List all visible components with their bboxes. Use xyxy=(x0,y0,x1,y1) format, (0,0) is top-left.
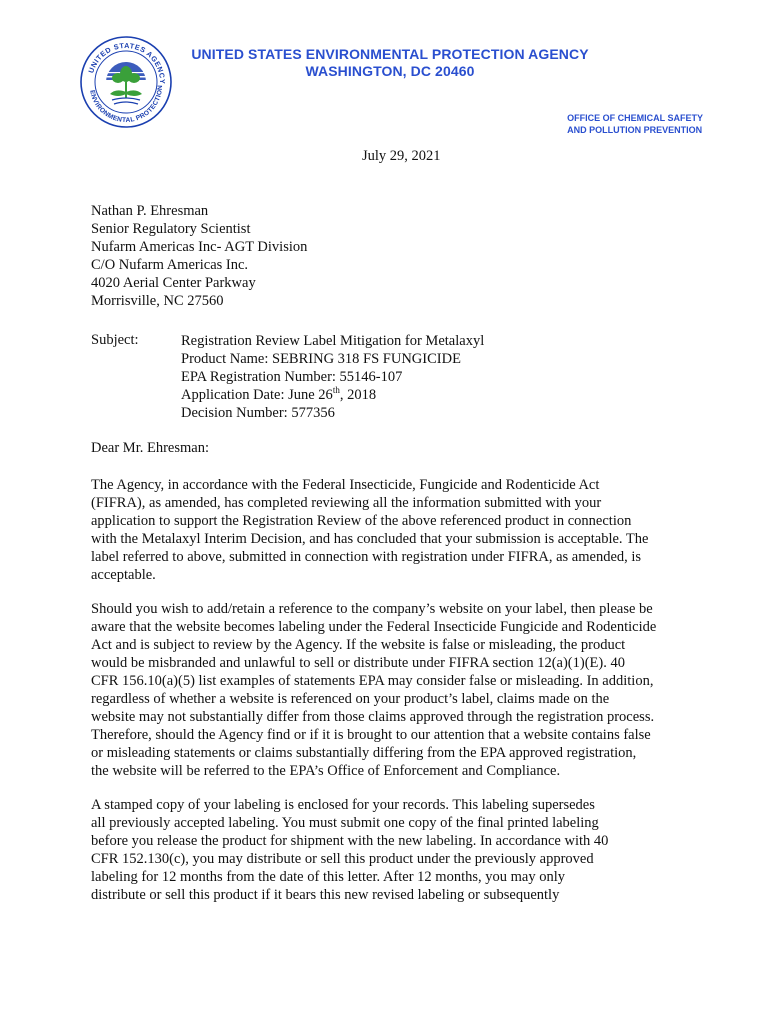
paragraph-line: before you release the product for shipment with the new labeling. In accordance with 40 xyxy=(91,833,609,849)
seal-text-top: UNITED STATES xyxy=(86,40,148,75)
paragraph-1 xyxy=(91,476,687,584)
paragraph-line: Should you wish to add/retain a reference to the company’s website on your label, then please be xyxy=(91,601,653,617)
address-line: Nufarm Americas Inc- AGT Division xyxy=(91,239,308,255)
application-date-text: Application Date: June 26 xyxy=(181,387,333,403)
address-line: Nathan P. Ehresman xyxy=(91,203,209,219)
seal-text-right: AGENCY xyxy=(144,49,168,85)
paragraph-line: application to support the Registration Review of the above referenced product in connection xyxy=(91,513,632,529)
paragraph-line: would be misbranded and unlawful to sell or distribute under FIFRA section 12(a)(1)(E). 40 xyxy=(91,655,625,671)
subject-line-application-date xyxy=(181,386,484,404)
subject-line: Decision Number: 577356 xyxy=(181,405,335,421)
paragraph-line: aware that the website becomes labeling under the Federal Insecticide Fungicide and Rodenticide xyxy=(91,619,657,635)
paragraph-line: regardless of whether a website is referenced on your product’s label, claims made on the xyxy=(91,691,610,707)
office-header xyxy=(567,112,703,136)
application-date-suffix: th xyxy=(332,385,340,396)
application-date-year: , 2018 xyxy=(339,387,377,403)
paragraph-line: Therefore, should the Agency find or if it is brought to our attention that a website contains false xyxy=(91,727,651,743)
address-line: Senior Regulatory Scientist xyxy=(91,221,251,237)
paragraph-3 xyxy=(91,796,687,904)
address-line: C/O Nufarm Americas Inc. xyxy=(91,257,249,273)
paragraph-line: distribute or sell this product if it bears this new revised labeling or subsequently xyxy=(91,887,560,903)
subject-line: EPA Registration Number: 55146-107 xyxy=(181,369,403,385)
paragraph-line: labeling for 12 months from the date of this letter. After 12 months, you may only xyxy=(91,869,565,885)
paragraph-line: CFR 152.130(c), you may distribute or sell this product under the previously approved xyxy=(91,851,594,867)
paragraph-line: A stamped copy of your labeling is enclosed for your records. This labeling supersedes xyxy=(91,797,595,813)
paragraph-line: with the Metalaxyl Interim Decision, and has concluded that your submission is acceptable. The xyxy=(91,531,649,547)
paragraph-line: acceptable. xyxy=(91,567,156,583)
paragraph-line: The Agency, in accordance with the Federal Insecticide, Fungicide and Rodenticide Act xyxy=(91,477,600,493)
office-line-2: AND POLLUTION PREVENTION xyxy=(567,125,703,135)
seal-text-bottom: ENVIRONMENTAL PROTECTION xyxy=(88,84,165,125)
svg-text:AGENCY xyxy=(145,49,167,84)
subject-block xyxy=(181,332,484,422)
paragraph-line: Act and is subject to review by the Agency. If the website is false or misleading, the product xyxy=(91,637,626,653)
paragraph-line: all previously accepted labeling. You must submit one copy of the final printed labeling xyxy=(91,815,599,831)
agency-header xyxy=(180,46,600,80)
epa-seal-logo xyxy=(78,34,174,130)
subject-line: Registration Review Label Mitigation for Metalaxyl xyxy=(181,333,485,349)
agency-location: WASHINGTON, DC 20460 xyxy=(305,63,475,79)
subject-line: Product Name: SEBRING 318 FS FUNGICIDE xyxy=(181,351,461,367)
paragraph-line: (FIFRA), as amended, has completed reviewing all the information submitted with your xyxy=(91,495,602,511)
paragraph-line: or misleading statements or claims substantially differing from the EPA approved registration, xyxy=(91,745,637,761)
subject-label: Subject: xyxy=(91,332,139,348)
recipient-address xyxy=(91,202,307,310)
paragraph-2 xyxy=(91,600,687,780)
letter-date: July 29, 2021 xyxy=(362,148,441,164)
paragraph-line: label referred to above, submitted in connection with registration under FIFRA, as amended, is xyxy=(91,549,642,565)
agency-name: UNITED STATES ENVIRONMENTAL PROTECTION AGENCY xyxy=(191,46,589,62)
office-line-1: OFFICE OF CHEMICAL SAFETY xyxy=(567,113,703,123)
paragraph-line: website may not substantially differ from those claims approved through the registration process. xyxy=(91,709,655,725)
paragraph-line: CFR 156.10(a)(5) list examples of statements EPA may consider false or misleading. In addition, xyxy=(91,673,654,689)
salutation: Dear Mr. Ehresman: xyxy=(91,440,209,456)
address-line: 4020 Aerial Center Parkway xyxy=(91,275,256,291)
address-line: Morrisville, NC 27560 xyxy=(91,293,224,309)
paragraph-line: the website will be referred to the EPA’s Office of Enforcement and Compliance. xyxy=(91,763,561,779)
